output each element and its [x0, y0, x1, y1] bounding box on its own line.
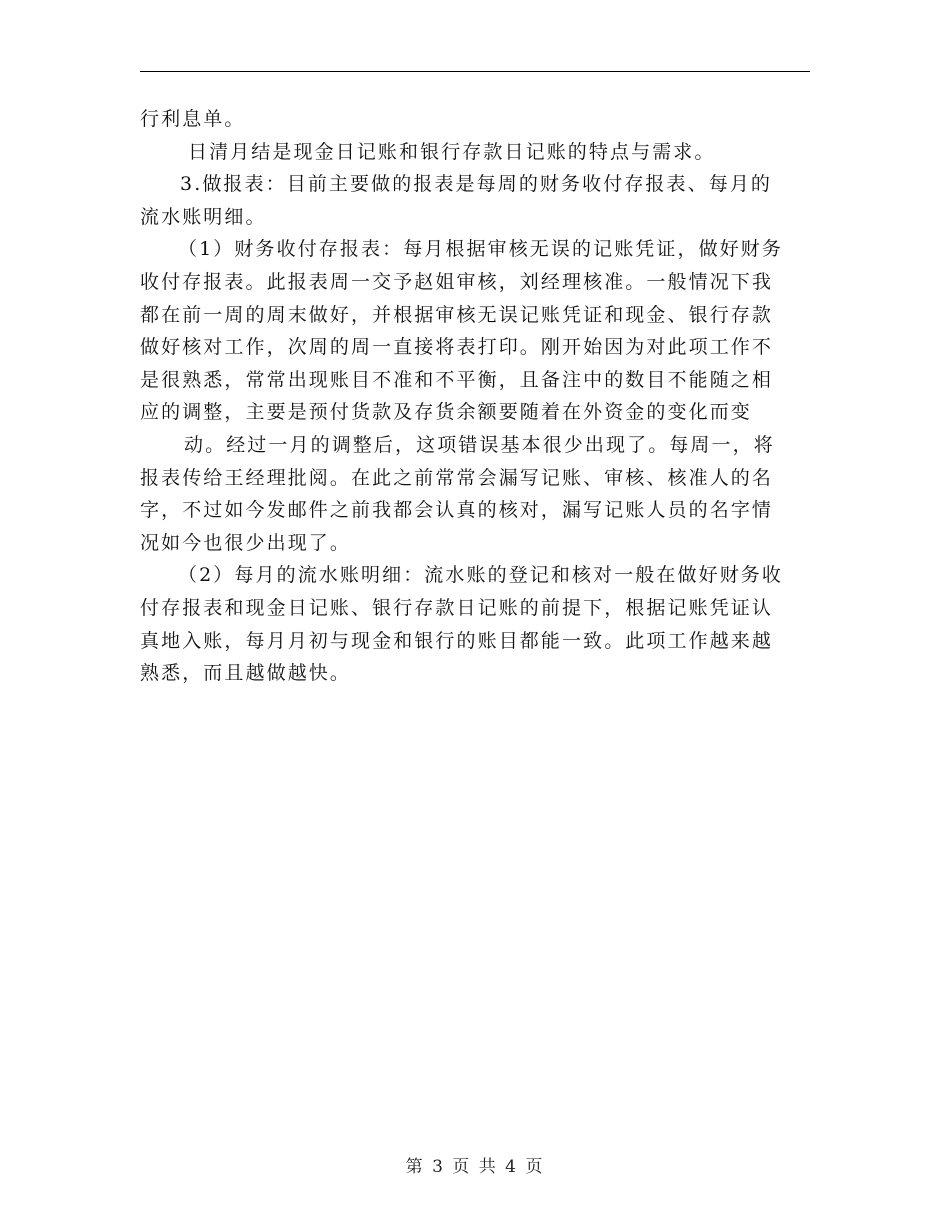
text-line: （1）财务收付存报表：每月根据审核无误的记账凭证，做好财务 [178, 238, 783, 261]
text-line: 都在前一周的周末做好，并根据审核无误记账凭证和现金、银行存款 [140, 303, 774, 326]
text-line: 行利息单。 [140, 108, 246, 130]
text-line: 动。经过一月的调整后，这项错误基本很少出现了。每周一，将 [184, 433, 775, 456]
text-line: 付存报表和现金日记账、银行存款日记账的前提下，根据记账凭证认 [140, 596, 774, 619]
text-line: 真地入账，每月月初与现金和银行的账目都能一致。此项工作越来越 [140, 629, 774, 652]
text-line: 应的调整，主要是预付货款及存货余额要随着在外资金的变化而变 [140, 401, 752, 424]
text-line: 做好核对工作，次周的周一直接将表打印。刚开始因为对此项工作不 [140, 336, 774, 359]
text-line: 况如今也很少出现了。 [140, 531, 352, 554]
text-line: 熟悉，而且越做越快。 [140, 662, 352, 685]
body-text [140, 103, 810, 690]
text-line: 是很熟悉，常常出现账目不准和不平衡，且备注中的数目不能随之相 [140, 368, 774, 391]
header-rule [140, 71, 810, 72]
text-line: 收付存报表。此报表周一交予赵姐审核，刘经理核准。一般情况下我 [140, 270, 774, 293]
text-line: （2）每月的流水账明细：流水账的登记和核对一般在做好财务收 [178, 564, 783, 587]
text-line: 日清月结是现金日记账和银行存款日记账的特点与需求。 [188, 140, 716, 163]
text-line: 字，不过如今发邮件之前我都会认真的核对，漏写记账人员的名字情 [140, 499, 774, 522]
text-line: 3.做报表：目前主要做的报表是每周的财务收付存报表、每月的 [180, 173, 773, 196]
text-line: 报表传给王经理批阅。在此之前常常会漏写记账、审核、核准人的名 [140, 466, 774, 489]
page-footer: 第 3 页 共 4 页 [405, 1157, 545, 1177]
text-line: 流水账明细。 [140, 205, 267, 228]
